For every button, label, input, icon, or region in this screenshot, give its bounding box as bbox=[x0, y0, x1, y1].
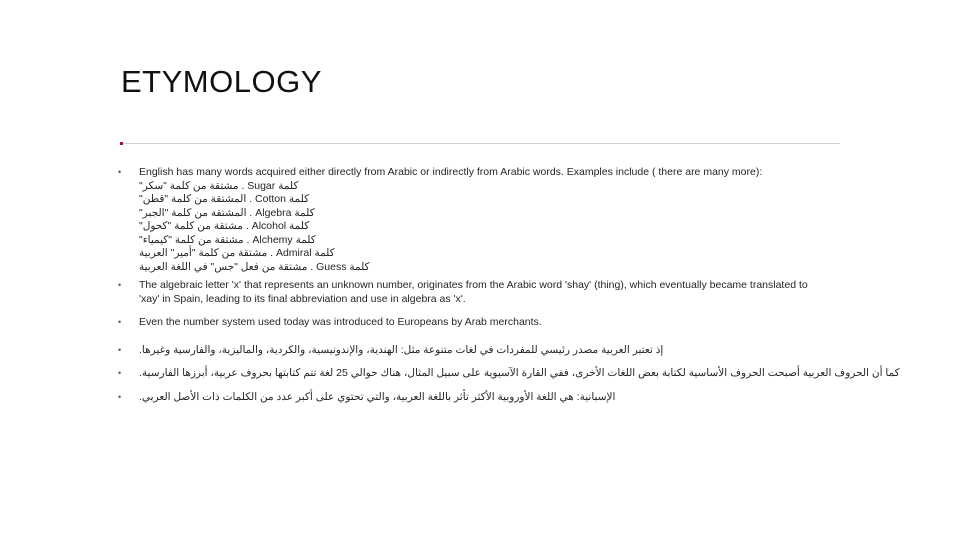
bullet-marker: • bbox=[118, 167, 122, 177]
title-divider bbox=[120, 143, 840, 144]
bullet-text: The algebraic letter 'x' that represents an unknown number, originates from the Arabic word 'shay' (thing), which eventually became translated to 'xay' in Spain, leading to its final abbreviation and use in algebra as 'x'. bbox=[139, 279, 808, 305]
example-alchemy: كلمة Alchemy . مشتقة من كلمة "كيمياء" bbox=[139, 233, 316, 246]
example-algebra: كلمة Algebra . المشتقة من كلمة "الجبر" bbox=[139, 206, 315, 219]
example-sugar: كلمة Sugar . مشتقة من كلمة "سكر" bbox=[139, 179, 299, 192]
bullet-text: إذ تعتبر العربية مصدر رئيسي للمفردات في لغات متنوعة مثل: الهندية، والإندونيسية، والكردية، والماليزية، والفارسية وغيرها. bbox=[139, 344, 664, 356]
bullet-marker: • bbox=[118, 280, 122, 290]
bullet-marker: • bbox=[118, 345, 122, 355]
bullet-text: كما أن الحروف العربية أصبحت الحروف الأساسية لكتابة بعض اللغات الأخرى، ففي القارة الآسيوية على سبيل المثال، هناك حوالي 25 لغة تتم كتابتها بحروف عربية، أبرزها الفارسية. bbox=[139, 367, 900, 379]
example-alcohol: كلمة Alcohol . مشتقة من كلمة "كحول" bbox=[139, 220, 310, 232]
bullet-marker: • bbox=[118, 368, 122, 378]
bullet-marker: • bbox=[118, 317, 122, 327]
bullet-text: English has many words acquired either directly from Arabic or indirectly from Arabic words. Examples include ( there are many more): bbox=[139, 166, 763, 178]
bullet-item-spanish bbox=[118, 391, 869, 405]
slide-title: ETYMOLOGY bbox=[121, 64, 322, 99]
example-admiral: كلمة Admiral . مشتقة من كلمة "أمير" العربية bbox=[139, 247, 335, 259]
example-guess: كلمة Guess . مشتقة من فعل "جس" في اللغة العربية bbox=[139, 260, 370, 273]
bullet-item-number-system bbox=[118, 316, 869, 330]
example-cotton: كلمة Cotton . المشتقة من كلمة "قطن" bbox=[139, 193, 310, 205]
bullet-text: Even the number system used today was introduced to Europeans by Arab merchants. bbox=[139, 316, 542, 328]
bullet-marker: • bbox=[118, 392, 122, 402]
bullet-item-arabic-script bbox=[118, 367, 900, 381]
bullet-item-english-words bbox=[118, 166, 869, 274]
bullet-text: الإسبانية: هي اللغة الأوروبية الأكثر تأثر باللغة العربية، والتي تحتوي على أكبر عدد من الكلمات ذات الأصل العربي. bbox=[139, 391, 616, 403]
bullet-item-letter-x bbox=[118, 279, 829, 306]
bullet-item-arabic-vocabulary bbox=[118, 344, 869, 358]
divider-accent bbox=[120, 142, 123, 145]
